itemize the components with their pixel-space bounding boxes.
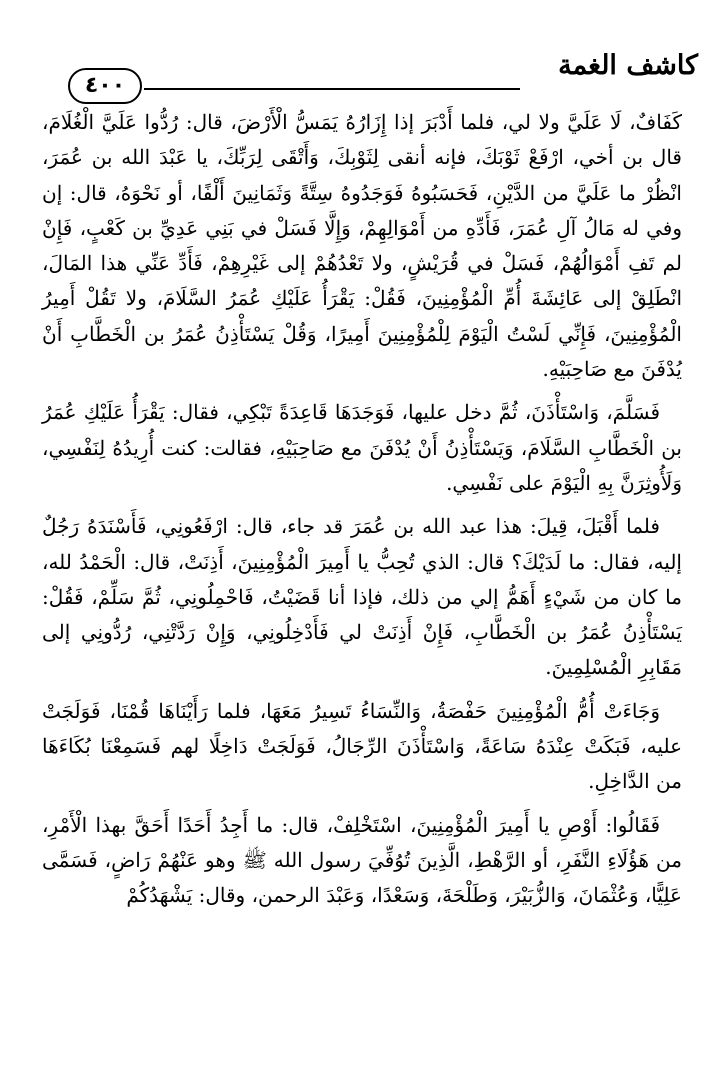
page-number-frame [68, 68, 142, 104]
page-header [34, 46, 698, 98]
paragraph-2: فَسَلَّمَ، وَاسْتَأْذَنَ، ثُمَّ دخل عليها، فَوَجَدَهَا قَاعِدَةً تَبْكِي، فقال: يَقْرَأُ عَلَيْكِ عُمَرُ بن الْخَطَّابِ السَّلَامَ، وَيَسْتَأْذِنُ أَنْ يُدْفَنَ مع صَاحِبَيْهِ، فقالت: كنت أُرِيدُهُ لِنَفْسِي، وَلَأُوثِرَنَّ بِهِ الْيَوْمَ على نَفْسِي. [42, 400, 682, 495]
paragraph-5: فَقَالُوا: أَوْصِ يا أَمِيرَ الْمُؤْمِنِينَ، اسْتَخْلِفْ، قال: ما أَجِدُ أَحَدًا أَحَقَّ بهذا الْأَمْرِ، من هَؤُلَاءِ النَّفَرِ، أو الرَّهْطِ، الَّذِينَ تُوُفِّيَ رسول الله ﷺ وهو عَنْهُمْ رَاضٍ، فَسَمَّى عَلِيًّا، وَعُثْمَانَ، وَالزُّبَيْرَ، وَطَلْحَةَ، وَسَعْدًا، وَعَبْدَ الرحمن، وقال: يَشْهَدُكُمْ [42, 812, 682, 908]
book-title: كاشف الغمة [558, 50, 698, 81]
header-rule [144, 88, 520, 90]
page-body [42, 105, 682, 914]
page-number: ٤٠٠ [84, 73, 126, 98]
paragraph-1: كَفَافٌ، لَا عَلَيَّ ولا لي، فلما أَدْبَرَ إذا إِزَارُهُ يَمَسُّ الْأَرْضَ، قال: رُدُّوا عَلَيَّ الْغُلَامَ، قال بن أخي، ارْفَعْ ثَوْبَكَ، فإنه أنقى لِثَوْبِكَ، وَأَتْقَى لِرَبِّكَ، يا عَبْدَ الله بن عُمَرَ، انْظُرْ ما عَلَيَّ من الدَّيْنِ، فَحَسَبُوهُ فَوَجَدُوهُ سِتَّةً وَثَمَانِينَ أَلْفًا، أو نَحْوَهُ، قال: إن وفي له مَالُ آلِ عُمَرَ، فَأَدِّهِ من أَمْوَالِهِمْ، وَإِلَّا فَسَلْ في بَنِي عَدِيِّ بن كَعْبٍ، فَإِنْ لم تَفِ أَمْوَالُهُمْ، فَسَلْ في قُرَيْشٍ، ولا تَعْدُهُمْ إلى غَيْرِهِمْ، فَأَدِّ عَنِّي هذا المَالَ، انْطَلِقْ إلى عَائِشَةَ أُمِّ الْمُؤْمِنِينَ، فَقُلْ: يَقْرَأُ عَلَيْكِ عُمَرُ السَّلَامَ، ولا تَقُلْ أَمِيرُ الْمُؤْمِنِينَ، فَإِنِّي لَسْتُ الْيَوْمَ لِلْمُؤْمِنِينَ أَمِيرًا، وَقُلْ يَسْتَأْذِنُ عُمَرُ بن الْخَطَّابِ أَنْ يُدْفَنَ مع صَاحِبَيْهِ. [42, 110, 682, 382]
paragraph-3: فلما أَقْبَلَ، قِيلَ: هذا عبد الله بن عُمَرَ قد جاء، قال: ارْفَعُونِي، فَأَسْنَدَهُ رَجُلٌ إليه، فقال: ما لَدَيْكَ؟ قال: الذي تُحِبُّ يا أَمِيرَ الْمُؤْمِنِينَ، أَذِنَتْ، قال: الْحَمْدُ لله، ما كان من شَيْءٍ أَهَمُّ إلي من ذلك، فإذا أنا قَضَيْتُ، فَاحْمِلُونِي، ثُمَّ سَلِّمْ، فَقُلْ: يَسْتَأْذِنُ عُمَرُ بن الْخَطَّابِ، فَإِنْ أَذِنَتْ لي فَأَدْخِلُونِي، وَإِنْ رَدَّتْنِي، رُدُّونِي إلى مَقَابِرِ الْمُسْلِمِينَ. [42, 514, 682, 680]
paragraph-4: وَجَاءَتْ أُمُّ الْمُؤْمِنِينَ حَفْصَةُ، وَالنِّسَاءُ تَسِيرُ مَعَهَا، فلما رَأَيْنَاهَا قُمْنَا، فَوَلَجَتْ عليه، فَبَكَتْ عِنْدَهُ سَاعَةً، وَاسْتَأْذَنَ الرِّجَالُ، فَوَلَجَتْ دَاخِلًا لهم فَسَمِعْنَا بُكَاءَهَا من الدَّاخِلِ. [42, 698, 682, 794]
